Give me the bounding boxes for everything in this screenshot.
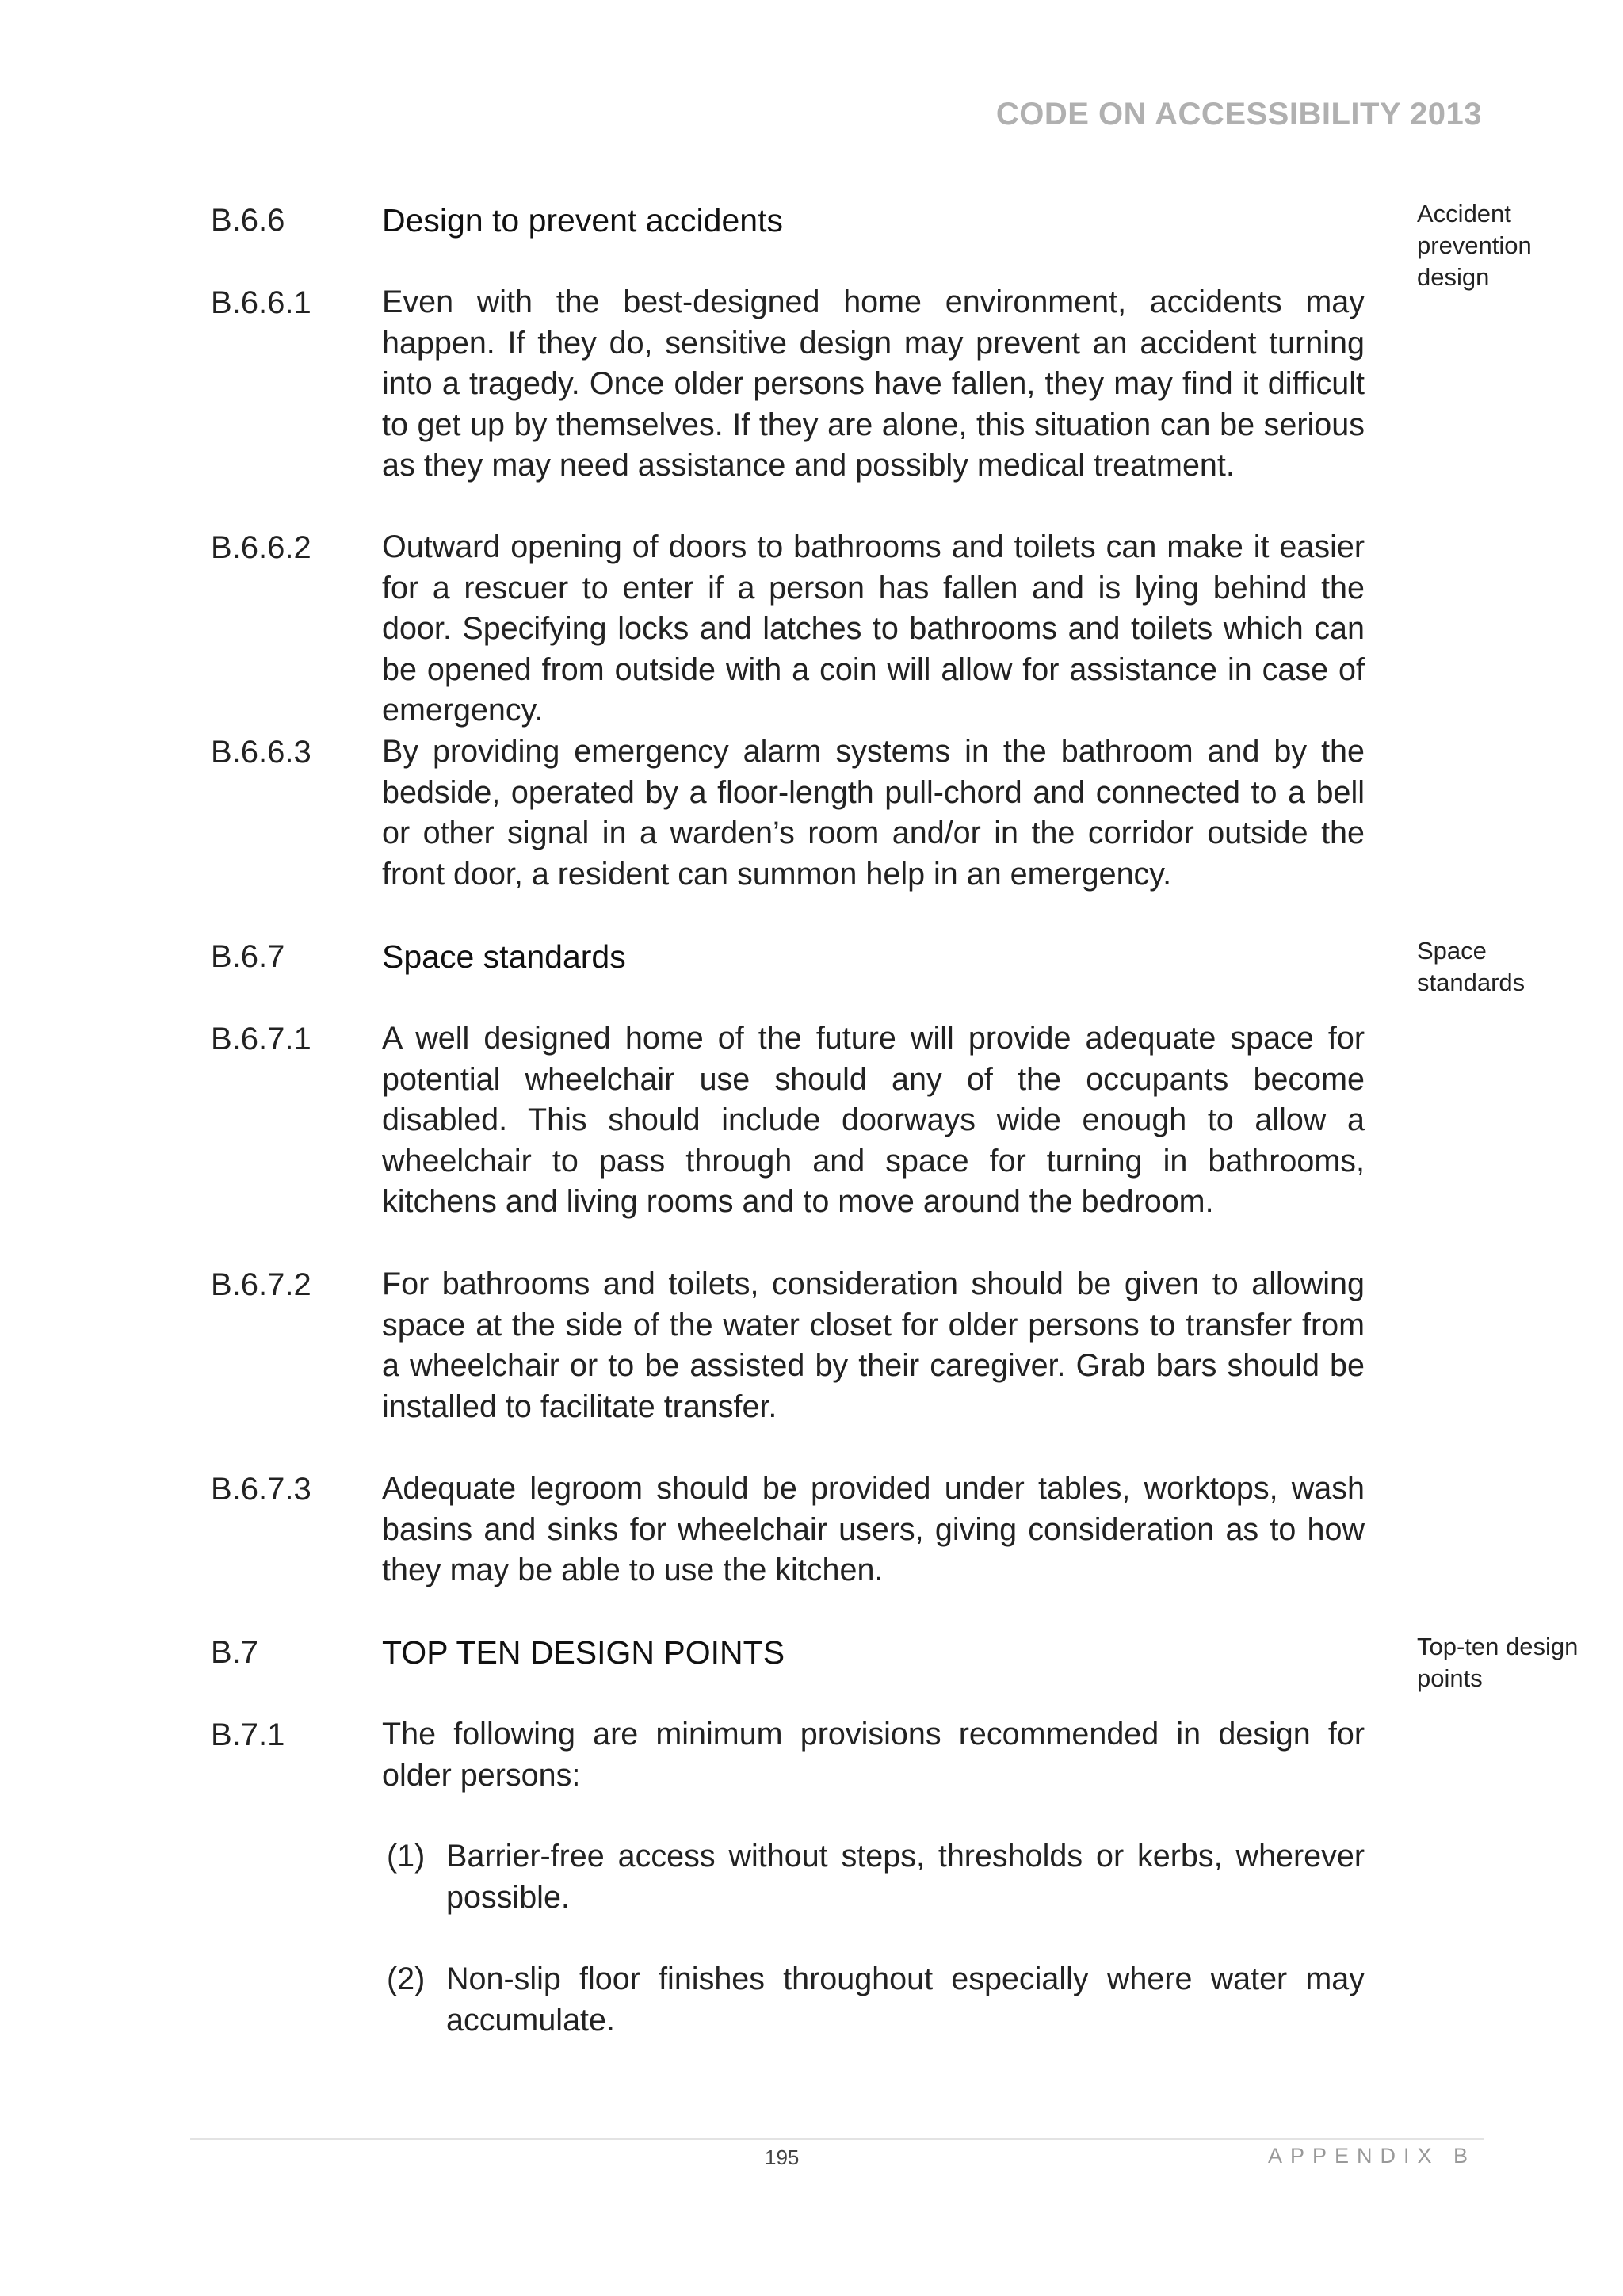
- section-number: B.7: [211, 1635, 259, 1670]
- paragraph-number: B.7.1: [211, 1717, 285, 1752]
- paragraph-text: By providing emergency alarm systems in the bathroom and by the bedside, operated by a floor-length pull-chord and connected to a bell or other signal in a warden’s room and/or in the corridor outside the front door, a resident can summon help in an emergency.: [382, 734, 1365, 892]
- running-header: CODE ON ACCESSIBILITY 2013: [995, 97, 1482, 132]
- paragraph-text: For bathrooms and toilets, consideration should be given to allowing space at the side of the water closet for older persons to transfer from a wheelchair or to be assisted by their caregiver. Grab bars should be installed to facilitate transfer.: [382, 1266, 1365, 1424]
- paragraph-text: A well designed home of the future will provide adequate space for potential wheelchair use should any of the occupants become disabled. This should include doorways wide enough to allow a wheelchair to pass through and space for turning in bathrooms, kitchens and living rooms and to move around the bedroom.: [382, 1021, 1365, 1219]
- list-marker: (1): [387, 1839, 426, 1874]
- section-heading: Space standards: [382, 938, 626, 975]
- paragraph-text: Adequate legroom should be provided under tables, worktops, wash basins and sinks for wheelchair users, giving consideration as to how they may be able to use the kitchen.: [382, 1471, 1365, 1587]
- section-heading: Design to prevent accidents: [382, 202, 783, 239]
- list-item-text: Non-slip floor finishes throughout especially where water may accumulate.: [446, 1962, 1365, 2038]
- section-heading: TOP TEN DESIGN POINTS: [382, 1634, 785, 1671]
- section-number: B.6.7: [211, 939, 285, 974]
- list-item: [387, 1959, 1365, 2041]
- paragraph-text: Even with the best-designed home environment, accidents may happen. If they do, sensitive design may prevent an accident turning into a tragedy. Once older persons have fallen, they may find it difficult to get up by themselves. If they are alone, this situation can be serious as they may need assistance and possibly medical treatment.: [382, 285, 1365, 483]
- paragraph-text: Outward opening of doors to bathrooms and toilets can make it easier for a rescuer to enter if a person has fallen and is lying behind the door. Specifying locks and latches to bathrooms and toilets which can be opened from outside with a coin will allow for assistance in case of emergency.: [382, 529, 1365, 728]
- paragraph-number: B.6.6.2: [211, 530, 311, 565]
- page-number: 195: [765, 2145, 800, 2169]
- paragraph-number: B.6.7.1: [211, 1022, 311, 1056]
- list-item: [387, 1836, 1365, 1918]
- margin-note: Accident prevention design: [1417, 200, 1532, 291]
- paragraph-number: B.6.7.3: [211, 1472, 311, 1507]
- section-number: B.6.6: [211, 203, 285, 238]
- paragraph-number: B.6.7.2: [211, 1267, 311, 1302]
- paragraph-text: The following are minimum provisions recommended in design for older persons:: [382, 1717, 1365, 1793]
- appendix-label: APPENDIX B: [1267, 2144, 1476, 2168]
- paragraph-number: B.6.6.1: [211, 285, 311, 320]
- list-item-text: Barrier-free access without steps, thresholds or kerbs, wherever possible.: [446, 1839, 1365, 1915]
- margin-note: Space standards: [1417, 937, 1526, 996]
- list-marker: (2): [387, 1962, 426, 1996]
- paragraph-number: B.6.6.3: [211, 735, 311, 770]
- margin-note: Top-ten design points: [1417, 1633, 1579, 1692]
- footer-divider: [190, 2138, 1484, 2140]
